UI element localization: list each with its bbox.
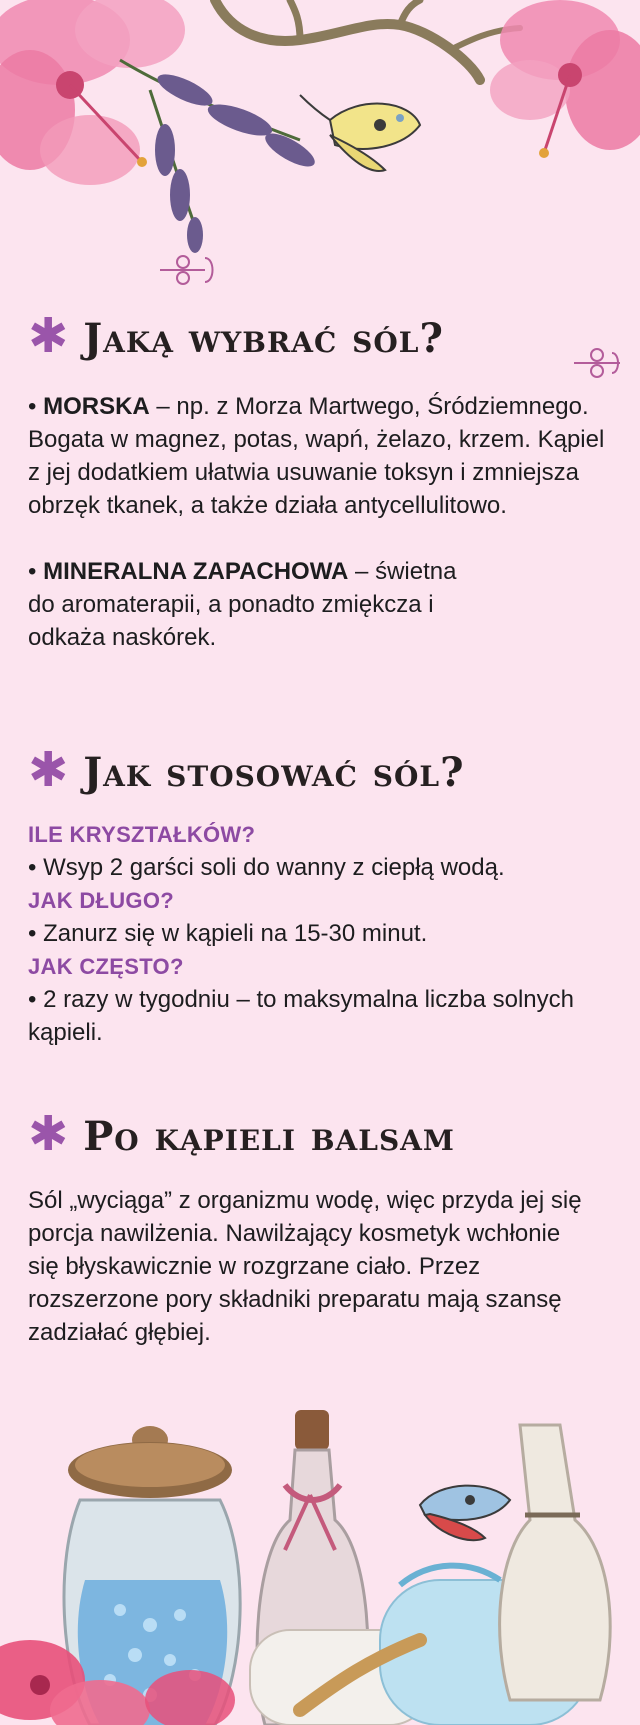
answer-text: • Zanurz się w kąpieli na 15-30 minut. [28, 920, 428, 947]
heading-text: Jak stosować sól? [83, 749, 465, 796]
scroll-ornament-icon [160, 256, 213, 284]
section-balm [28, 1106, 618, 1349]
section-choose-salt [28, 308, 618, 654]
herbal-pouch-icon [500, 1425, 611, 1700]
asterisk-icon: ✱ [28, 308, 70, 364]
flower-butterfly-illustration [0, 0, 640, 300]
asterisk-icon: ✱ [28, 1106, 70, 1162]
question-label: ILE KRYSZTAŁKÓW? [28, 822, 256, 847]
heading-text: Po kąpieli balsam [83, 1113, 455, 1160]
answer-text: • Wsyp 2 garści soli do wanny z ciepłą wodą. [28, 854, 505, 881]
spa-jars-illustration [0, 1410, 640, 1725]
heading-text: Jaką wybrać sól? [83, 315, 444, 362]
salt-type-label: MINERALNA ZAPACHOWA [43, 558, 349, 585]
asterisk-icon: ✱ [28, 742, 70, 798]
balm-paragraph: Sól „wyciąga” z organizmu wodę, więc przyda jej się porcja nawilżenia. Nawilżający kosmetyk wchłonie się błyskawicznie w rozgrzane ciało. Przez rozszerzone pory składniki preparatu mają szansę zadziałać głębiej. [28, 1187, 582, 1346]
butterfly-icon [420, 1486, 510, 1541]
answer-text: • 2 razy w tygodniu – to maksymalna liczba solnych kąpieli. [28, 986, 574, 1046]
salt-type-sea: • MORSKA – np. z Morza Martwego, Śródziemnego. Bogata w magnez, potas, wapń, żelazo, krzem. Kąpiel z jej dodatkiem ułatwia usuwanie toksyn i zmniejsza obrzęk tkanek, a także działa antycellulitowo. [28, 393, 605, 519]
butterfly-icon [300, 95, 420, 171]
section-heading [28, 1106, 618, 1162]
question-label: JAK DŁUGO? [28, 888, 174, 913]
section-heading [28, 308, 618, 364]
salt-type-mineral: • MINERALNA ZAPACHOWA – świetna do aromaterapii, a ponadto zmiękcza i odkaża naskórek. [28, 558, 457, 651]
salt-type-description: – świetna do aromaterapii, a ponadto zmiękcza i odkaża naskórek. [28, 558, 457, 651]
section-how-to-use [28, 742, 618, 1049]
salt-type-label: MORSKA [43, 393, 150, 420]
salt-type-description: – np. z Morza Martwego, Śródziemnego. Bogata w magnez, potas, wapń, żelazo, krzem. Kąpiel z jej dodatkiem ułatwia usuwanie toksyn i zmniejsza obrzęk tkanek, a także działa antycellulitowo. [28, 393, 605, 519]
section-heading [28, 742, 618, 798]
question-label: JAK CZĘSTO? [28, 954, 184, 979]
